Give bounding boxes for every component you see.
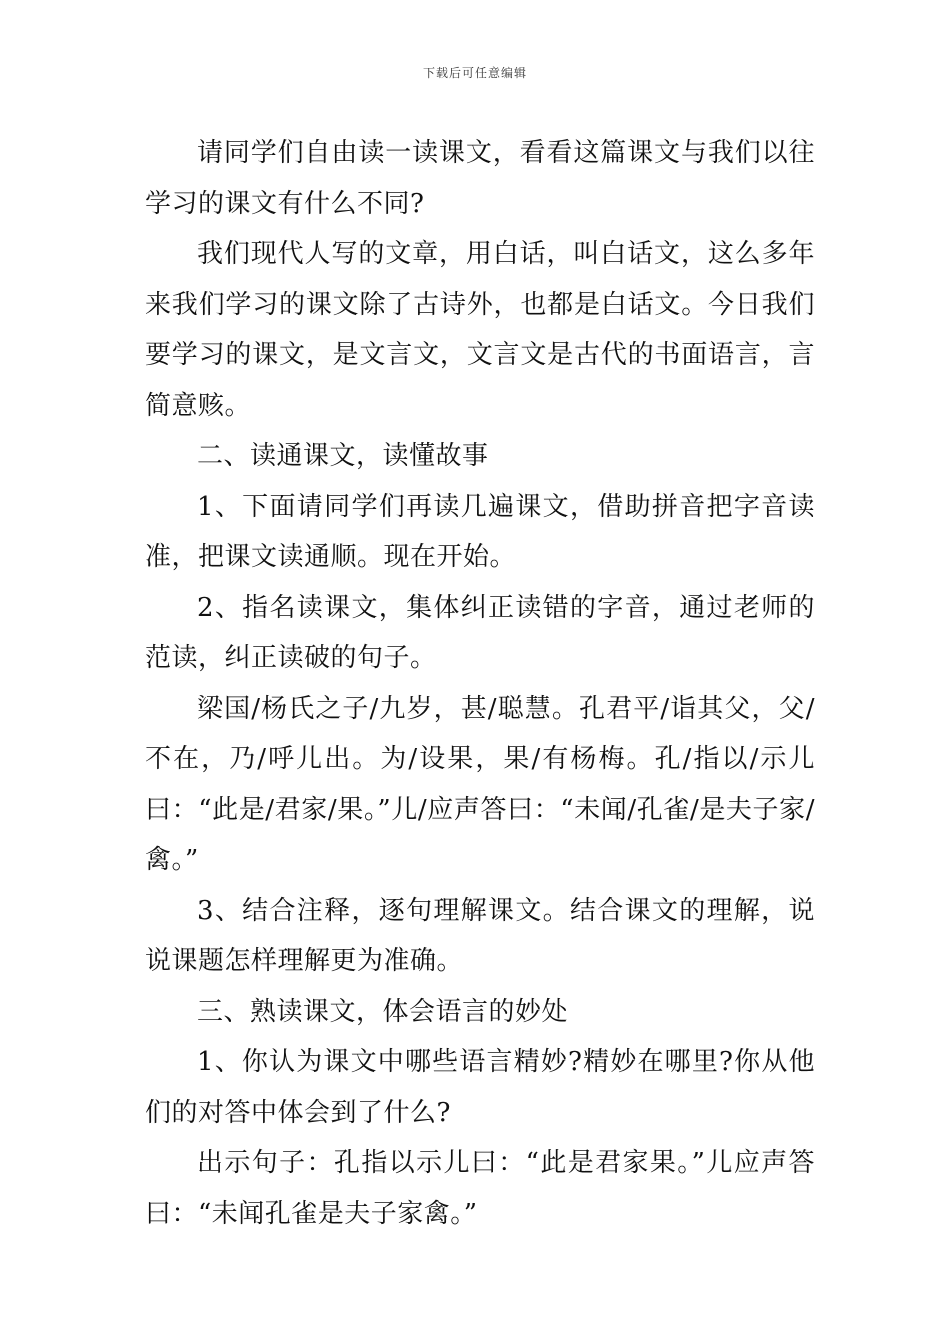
section-heading-3: 三、熟读课文，体会语言的妙处 — [197, 996, 569, 1027]
paragraph-classical-text: 梁国/杨氏之子/九岁，甚/聪慧。孔君平/诣其父，父/不在，乃/呼儿出。为/设果，果/有杨梅。孔/指以/示儿曰：“此是/君家/果。”儿/应声答曰：“未闻/孔雀/是夫子家/禽。” — [145, 693, 815, 875]
paragraph-step-3: 3、结合注释，逐句理解课文。结合课文的理解，说说课题怎样理解更为准确。 — [145, 895, 815, 976]
paragraph-question-1: 1、你认为课文中哪些语言精妙?精妙在哪里?你从他们的对答中体会到了什么? — [145, 1047, 815, 1128]
paragraph-example-sentence: 出示句子：孔指以示儿曰：“此是君家果。”儿应声答曰：“未闻孔雀是夫子家禽。” — [145, 1148, 815, 1229]
paragraph-intro-question: 请同学们自由读一读课文，看看这篇课文与我们以往学习的课文有什么不同? — [145, 138, 815, 219]
paragraph-baihua-explanation: 我们现代人写的文章，用白话，叫白话文，这么多年来我们学习的课文除了古诗外，也都是白话文。今日我们要学习的课文，是文言文，文言文是古代的书面语言，言简意赅。 — [145, 239, 815, 421]
section-heading-2: 二、读通课文，读懂故事 — [197, 441, 489, 471]
paragraph-step-1: 1、下面请同学们再读几遍课文，借助拼音把字音读准，把课文读通顺。现在开始。 — [145, 491, 815, 572]
page-header: 下载后可任意编辑 — [422, 66, 527, 80]
document-body — [145, 128, 815, 1239]
paragraph-step-2: 2、指名读课文，集体纠正读错的字音，通过老师的范读，纠正读破的句子。 — [145, 592, 815, 673]
